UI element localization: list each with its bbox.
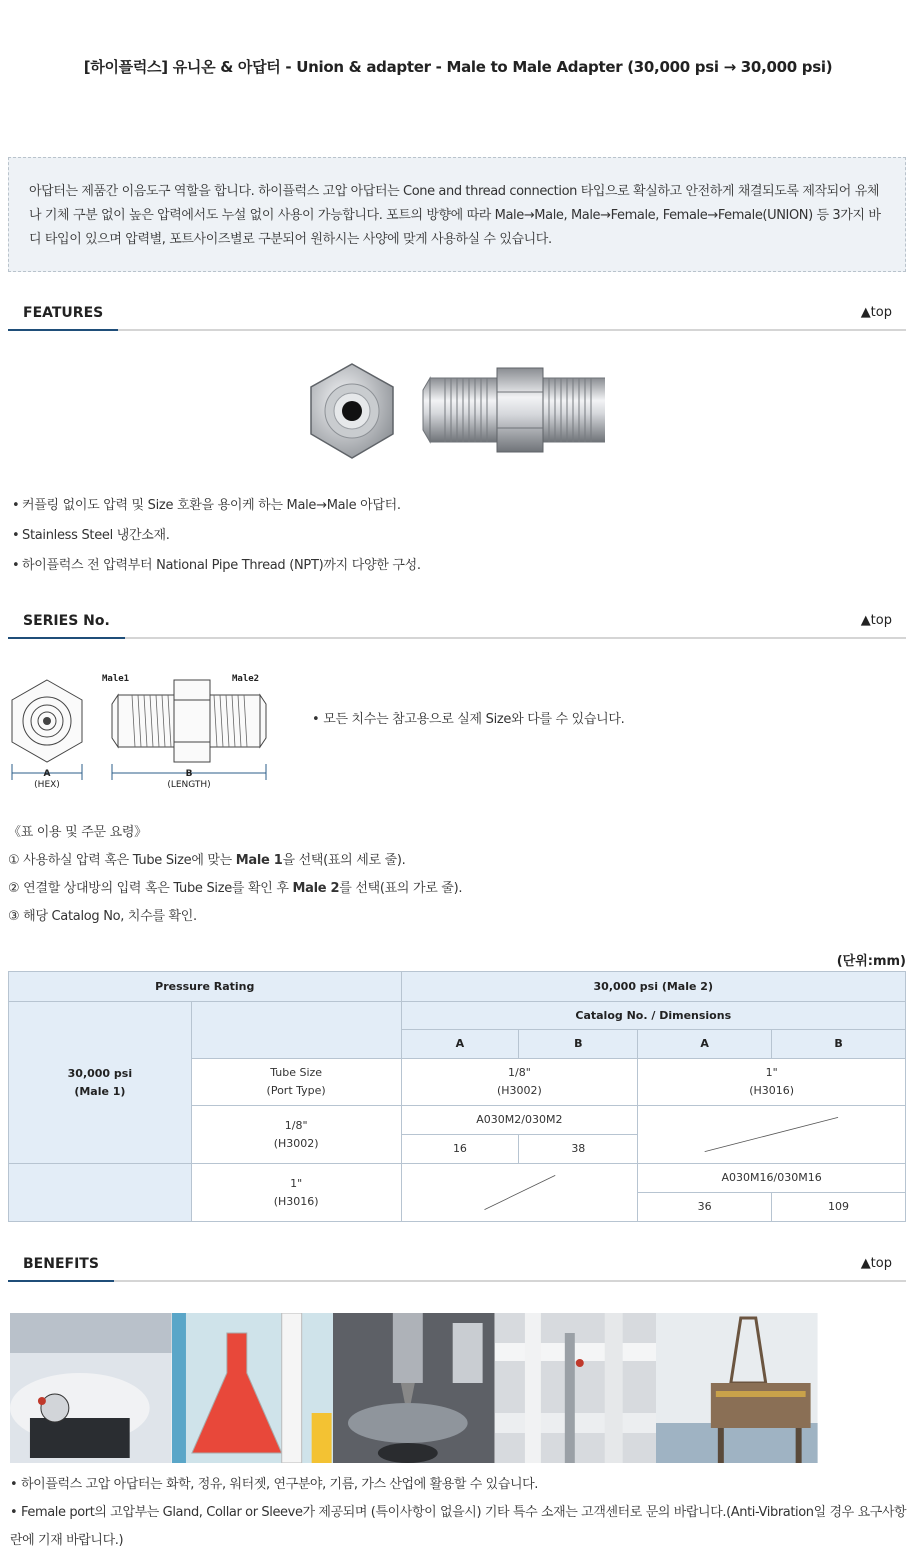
chemistry-photo (172, 1313, 334, 1463)
series-note: • 모든 치수는 참고용으로 실제 Size와 다를 수 있습니다. (312, 712, 625, 727)
male2-header: 30,000 psi (Male 2) (401, 972, 906, 1002)
guide-title: 《표 이용 및 주문 요령》 (8, 825, 147, 840)
oil-rig-photo (656, 1313, 818, 1463)
dimension-b-cell: 109 (772, 1193, 906, 1222)
col-a-header: A (401, 1030, 519, 1059)
waterjet-photo (333, 1313, 495, 1463)
list-item: • 커플링 없이도 압력 및 Size 호환을 용이케 하는 Male→Male 아답터. (12, 498, 401, 513)
col-b-header: B (519, 1030, 638, 1059)
dimension-b-cell: 38 (519, 1135, 638, 1164)
list-item: • 하이플럭스 전 압력부터 National Pipe Thread (NPT)까지 다양한 구성. (12, 558, 421, 573)
pressure-rating-header: Pressure Rating (9, 972, 402, 1002)
male1-cell-cont (9, 1164, 192, 1222)
not-applicable-cell (401, 1164, 638, 1222)
unit-label: (단위:mm) (836, 954, 906, 969)
order-guide (8, 824, 462, 936)
page-title: [하이플럭스] 유니온 & 아답터 - Union & adapter - Male to Male Adapter (30,000 psi → 30,000 psi) (83, 58, 833, 76)
tube-size-cell: Tube Size (Port Type) (191, 1059, 401, 1106)
list-item: • 하이플럭스 고압 아답터는 화학, 정유, 워터젯, 연구분야, 기름, 가스 산업에 활용할 수 있습니다. (10, 1477, 539, 1492)
catalog-header: Catalog No. / Dimensions (401, 1002, 906, 1030)
row-size-cell: 1/8" (H3002) (191, 1106, 401, 1164)
refinery-pipes-photo (495, 1313, 657, 1463)
lab-photo (10, 1313, 172, 1463)
dimension-b-label: B (185, 769, 193, 779)
series-heading: SERIES No. (8, 613, 125, 639)
benefits-section-header (8, 1248, 906, 1282)
dimension-a-cell: 36 (638, 1193, 772, 1222)
adapter-side-view (423, 368, 605, 452)
list-item: • Female port의 고압부는 Gland, Collar or Sleeve가 제공되며 (특이사항이 없을시) 기타 특수 소재는 고객센터로 문의 바랍니다.(Anti-Vibration일 경우 요구사항란에 기재 바랍니다.) (10, 1505, 907, 1548)
spec-table (8, 971, 906, 1222)
blank-header-cell (191, 1002, 401, 1059)
row-size-cell: 1" (H3016) (191, 1164, 401, 1222)
dimension-a-label: A (43, 769, 51, 779)
series-dimension-diagram (8, 670, 278, 795)
dimension-a-cell: 16 (401, 1135, 519, 1164)
adapter-product-image (305, 360, 605, 464)
guide-step: ② 연결할 상대방의 입력 혹은 Tube Size를 확인 후 Male 2를 선택(표의 가로 줄). (8, 881, 463, 896)
series-top-link[interactable]: ▲top (860, 613, 892, 628)
industry-photo-strip (10, 1313, 818, 1463)
benefits-top-link[interactable]: ▲top (860, 1256, 892, 1271)
benefits-list (10, 1471, 910, 1555)
col-a-header: A (638, 1030, 772, 1059)
catalog-no-cell: A030M16/030M16 (638, 1164, 906, 1193)
dimension-b-sub: (LENGTH) (167, 780, 211, 790)
col-b-header: B (772, 1030, 906, 1059)
guide-step: ① 사용하실 압력 혹은 Tube Size에 맞는 Male 1을 선택(표의 세로 줄). (8, 853, 406, 868)
catalog-no-cell: A030M2/030M2 (401, 1106, 638, 1135)
list-item: • Stainless Steel 냉간소재. (12, 528, 170, 543)
features-top-link[interactable]: ▲top (860, 305, 892, 320)
dimension-a-sub: (HEX) (34, 780, 60, 790)
male1-label: Male1 (102, 674, 130, 684)
male2-label: Male2 (232, 674, 260, 684)
col-size-cell: 1" (H3016) (638, 1059, 906, 1106)
features-section-header (8, 297, 906, 331)
intro-box: 아답터는 제품간 이음도구 역할을 합니다. 하이플럭스 고압 아답터는 Cone and thread connection 타입으로 확실하고 안전하게 채결되도록 제작되어 유체나 기체 구분 없이 높은 압력에서도 누설 없이 사용이 가능합니다. 포트의 방향에 따라 Male→Male, Male→Female, Female→Female(UNION) 등 3가지 바디 타입이 있으며 압력별, 포트사이즈별로 구분되어 원하시는 사양에 맞게 사용하실 수 있습니다. (8, 157, 906, 272)
col-size-cell: 1/8" (H3002) (401, 1059, 638, 1106)
male1-cell: 30,000 psi (Male 1) (9, 1002, 192, 1164)
series-section-header (8, 605, 906, 639)
not-applicable-cell (638, 1106, 906, 1164)
benefits-heading: BENEFITS (8, 1256, 114, 1282)
guide-step: ③ 해당 Catalog No, 치수를 확인. (8, 909, 197, 924)
features-list (12, 496, 421, 586)
features-heading: FEATURES (8, 305, 118, 331)
hex-end-view (311, 364, 393, 458)
